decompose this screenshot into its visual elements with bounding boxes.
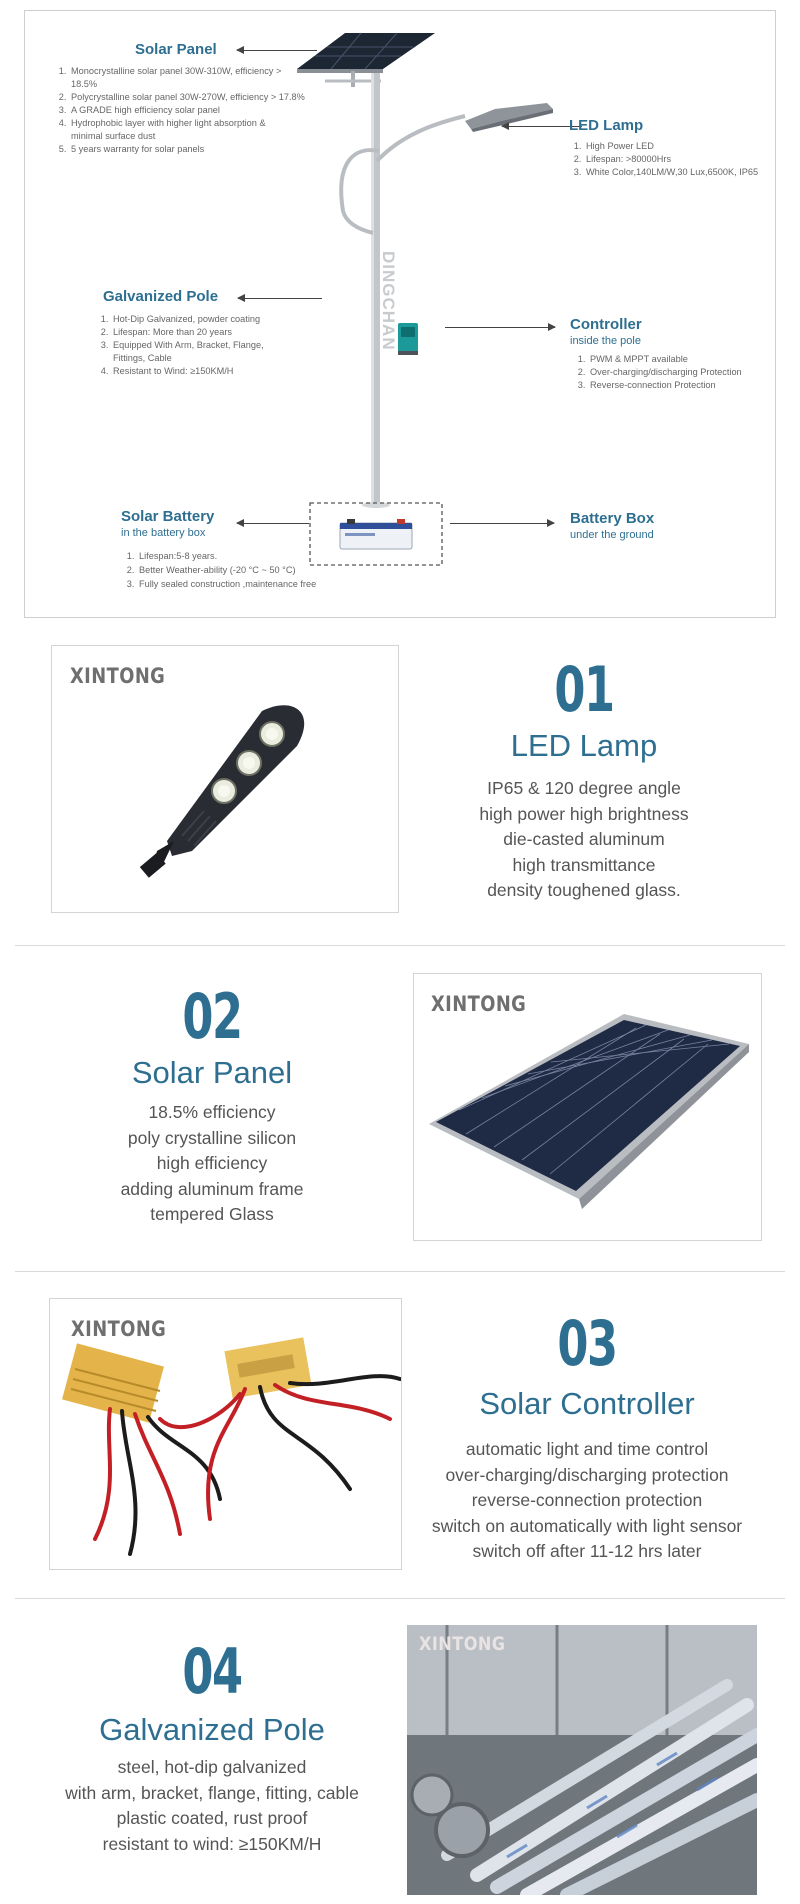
section-title: Solar Controller	[479, 1386, 695, 1421]
galvanized-pole-image	[407, 1625, 757, 1895]
controller-spec-list	[574, 353, 788, 392]
solar-panel-heading: Solar Panel	[135, 41, 217, 58]
solar-panel-arrow	[237, 50, 317, 51]
controller-graphic	[398, 323, 418, 355]
spec-item: 2. Lifespan: >80000Hrs	[584, 153, 794, 166]
spec-item: 3. White Color,140LM/W,30 Lux,6500K, IP65	[584, 166, 794, 179]
brand-watermark: XINTONG	[70, 664, 166, 688]
battery-box-heading: Battery Box	[570, 510, 655, 527]
spec-item: 2. Lifespan: More than 20 years	[111, 326, 301, 339]
spec-item: 2. Over-charging/discharging Protection	[588, 366, 788, 379]
description-line: steel, hot-dip galvanized	[117, 1757, 307, 1777]
solar-panel-image	[424, 994, 754, 1234]
description-line: tempered Glass	[150, 1204, 274, 1224]
spec-item: 2. Better Weather-ability (-20 °C ~ 50 °C)	[137, 563, 357, 577]
description-line: 18.5% efficiency	[148, 1102, 276, 1122]
section-description	[62, 1100, 362, 1228]
solar-battery-spec-list	[123, 549, 357, 591]
spec-item: 4. Hydrophobic layer with higher light absorption & minimal surface dust	[69, 117, 286, 143]
spec-item: 5. 5 years warranty for solar panels	[69, 143, 309, 156]
brand-watermark: XINTONG	[71, 1317, 167, 1341]
spec-item: 3. Equipped With Arm, Bracket, Flange, Fittings, Cable	[111, 339, 288, 365]
solar-battery-subheading: in the battery box	[121, 527, 206, 539]
solar-battery-heading: Solar Battery	[121, 508, 215, 525]
spec-item: 1. High Power LED	[584, 140, 794, 153]
section-description	[42, 1755, 382, 1857]
controller-subheading: inside the pole	[570, 335, 641, 347]
galvanized-pole-heading: Galvanized Pole	[103, 288, 219, 305]
description-line: adding aluminum frame	[120, 1178, 304, 1199]
section-number: 03	[557, 1307, 617, 1380]
spec-item: 1. Hot-Dip Galvanized, powder coating	[111, 313, 301, 326]
section-description	[417, 1437, 757, 1565]
solar-panel-graphic	[297, 33, 435, 73]
spec-item: 3. Fully sealed construction ,maintenance free	[137, 577, 357, 591]
section-divider	[15, 1271, 785, 1272]
description-line: high transmittance	[512, 854, 656, 875]
description-line: density toughened glass.	[487, 880, 681, 900]
description-line: reverse-connection protection	[471, 1490, 703, 1510]
led-lamp-image	[112, 691, 352, 901]
section-number: 01	[554, 653, 614, 726]
spec-item: 3. A GRADE high efficiency solar panel	[69, 104, 309, 117]
streetlight-diagram	[24, 10, 776, 618]
pole-watermark: DINGCHAN	[379, 251, 398, 351]
galvanized-pole-spec-list	[97, 313, 301, 378]
solar-panel-photo	[413, 973, 762, 1241]
spec-item: 4. Resistant to Wind: ≥150KM/H	[111, 365, 301, 378]
controller-arrow	[445, 327, 555, 328]
description-line: die-casted aluminum	[503, 829, 665, 849]
led-lamp-graphic	[465, 103, 553, 132]
spec-item: 2. Polycrystalline solar panel 30W-270W, efficiency > 17.8%	[69, 91, 309, 104]
description-line: plastic coated, rust proof	[116, 1808, 308, 1828]
description-line: automatic light and time control	[465, 1439, 709, 1459]
solar-battery-arrow	[237, 523, 309, 524]
battery-box-arrow	[450, 523, 554, 524]
battery-box-subheading: under the ground	[570, 529, 654, 541]
solar-controller-photo	[49, 1298, 402, 1570]
battery-graphic	[340, 519, 412, 549]
led-lamp-spec-list	[570, 140, 794, 179]
led-lamp-photo	[51, 645, 399, 913]
section-number: 02	[182, 980, 242, 1053]
controller-heading: Controller	[570, 316, 642, 333]
section-description	[434, 776, 734, 904]
led-lamp-heading: LED Lamp	[569, 117, 644, 134]
galvanized-pole-photo	[407, 1625, 757, 1895]
brand-watermark: XINTONG	[431, 992, 527, 1016]
section-divider	[15, 945, 785, 946]
solar-panel-spec-list	[55, 65, 309, 156]
section-number: 04	[182, 1635, 242, 1708]
description-line: switch on automatically with light sensor	[431, 1515, 743, 1536]
brand-watermark: XINTONG	[419, 1633, 506, 1655]
galvanized-pole-arrow	[238, 298, 322, 299]
spec-item: 1. Lifespan:5-8 years.	[137, 549, 357, 563]
description-line: over-charging/discharging protection	[445, 1464, 729, 1485]
description-line: with arm, bracket, flange, fitting, cable	[65, 1782, 359, 1803]
description-line: switch off after 11-12 hrs later	[472, 1541, 702, 1561]
spec-item: 1. Monocrystalline solar panel 30W-310W, efficiency > 18.5%	[69, 65, 309, 91]
section-divider	[15, 1598, 785, 1599]
description-line: poly crystalline silicon	[127, 1127, 297, 1148]
section-title: LED Lamp	[510, 728, 658, 763]
solar-controller-image	[50, 1299, 402, 1570]
description-line: high efficiency	[156, 1153, 268, 1173]
description-line: IP65 & 120 degree angle	[487, 778, 681, 798]
description-line: high power high brightness	[479, 803, 689, 824]
description-line: resistant to wind: ≥150KM/H	[102, 1833, 322, 1854]
section-title: Solar Panel	[131, 1055, 293, 1090]
spec-item: 1. PWM & MPPT available	[588, 353, 788, 366]
spec-item: 3. Reverse-connection Protection	[588, 379, 788, 392]
section-title: Galvanized Pole	[99, 1712, 325, 1747]
